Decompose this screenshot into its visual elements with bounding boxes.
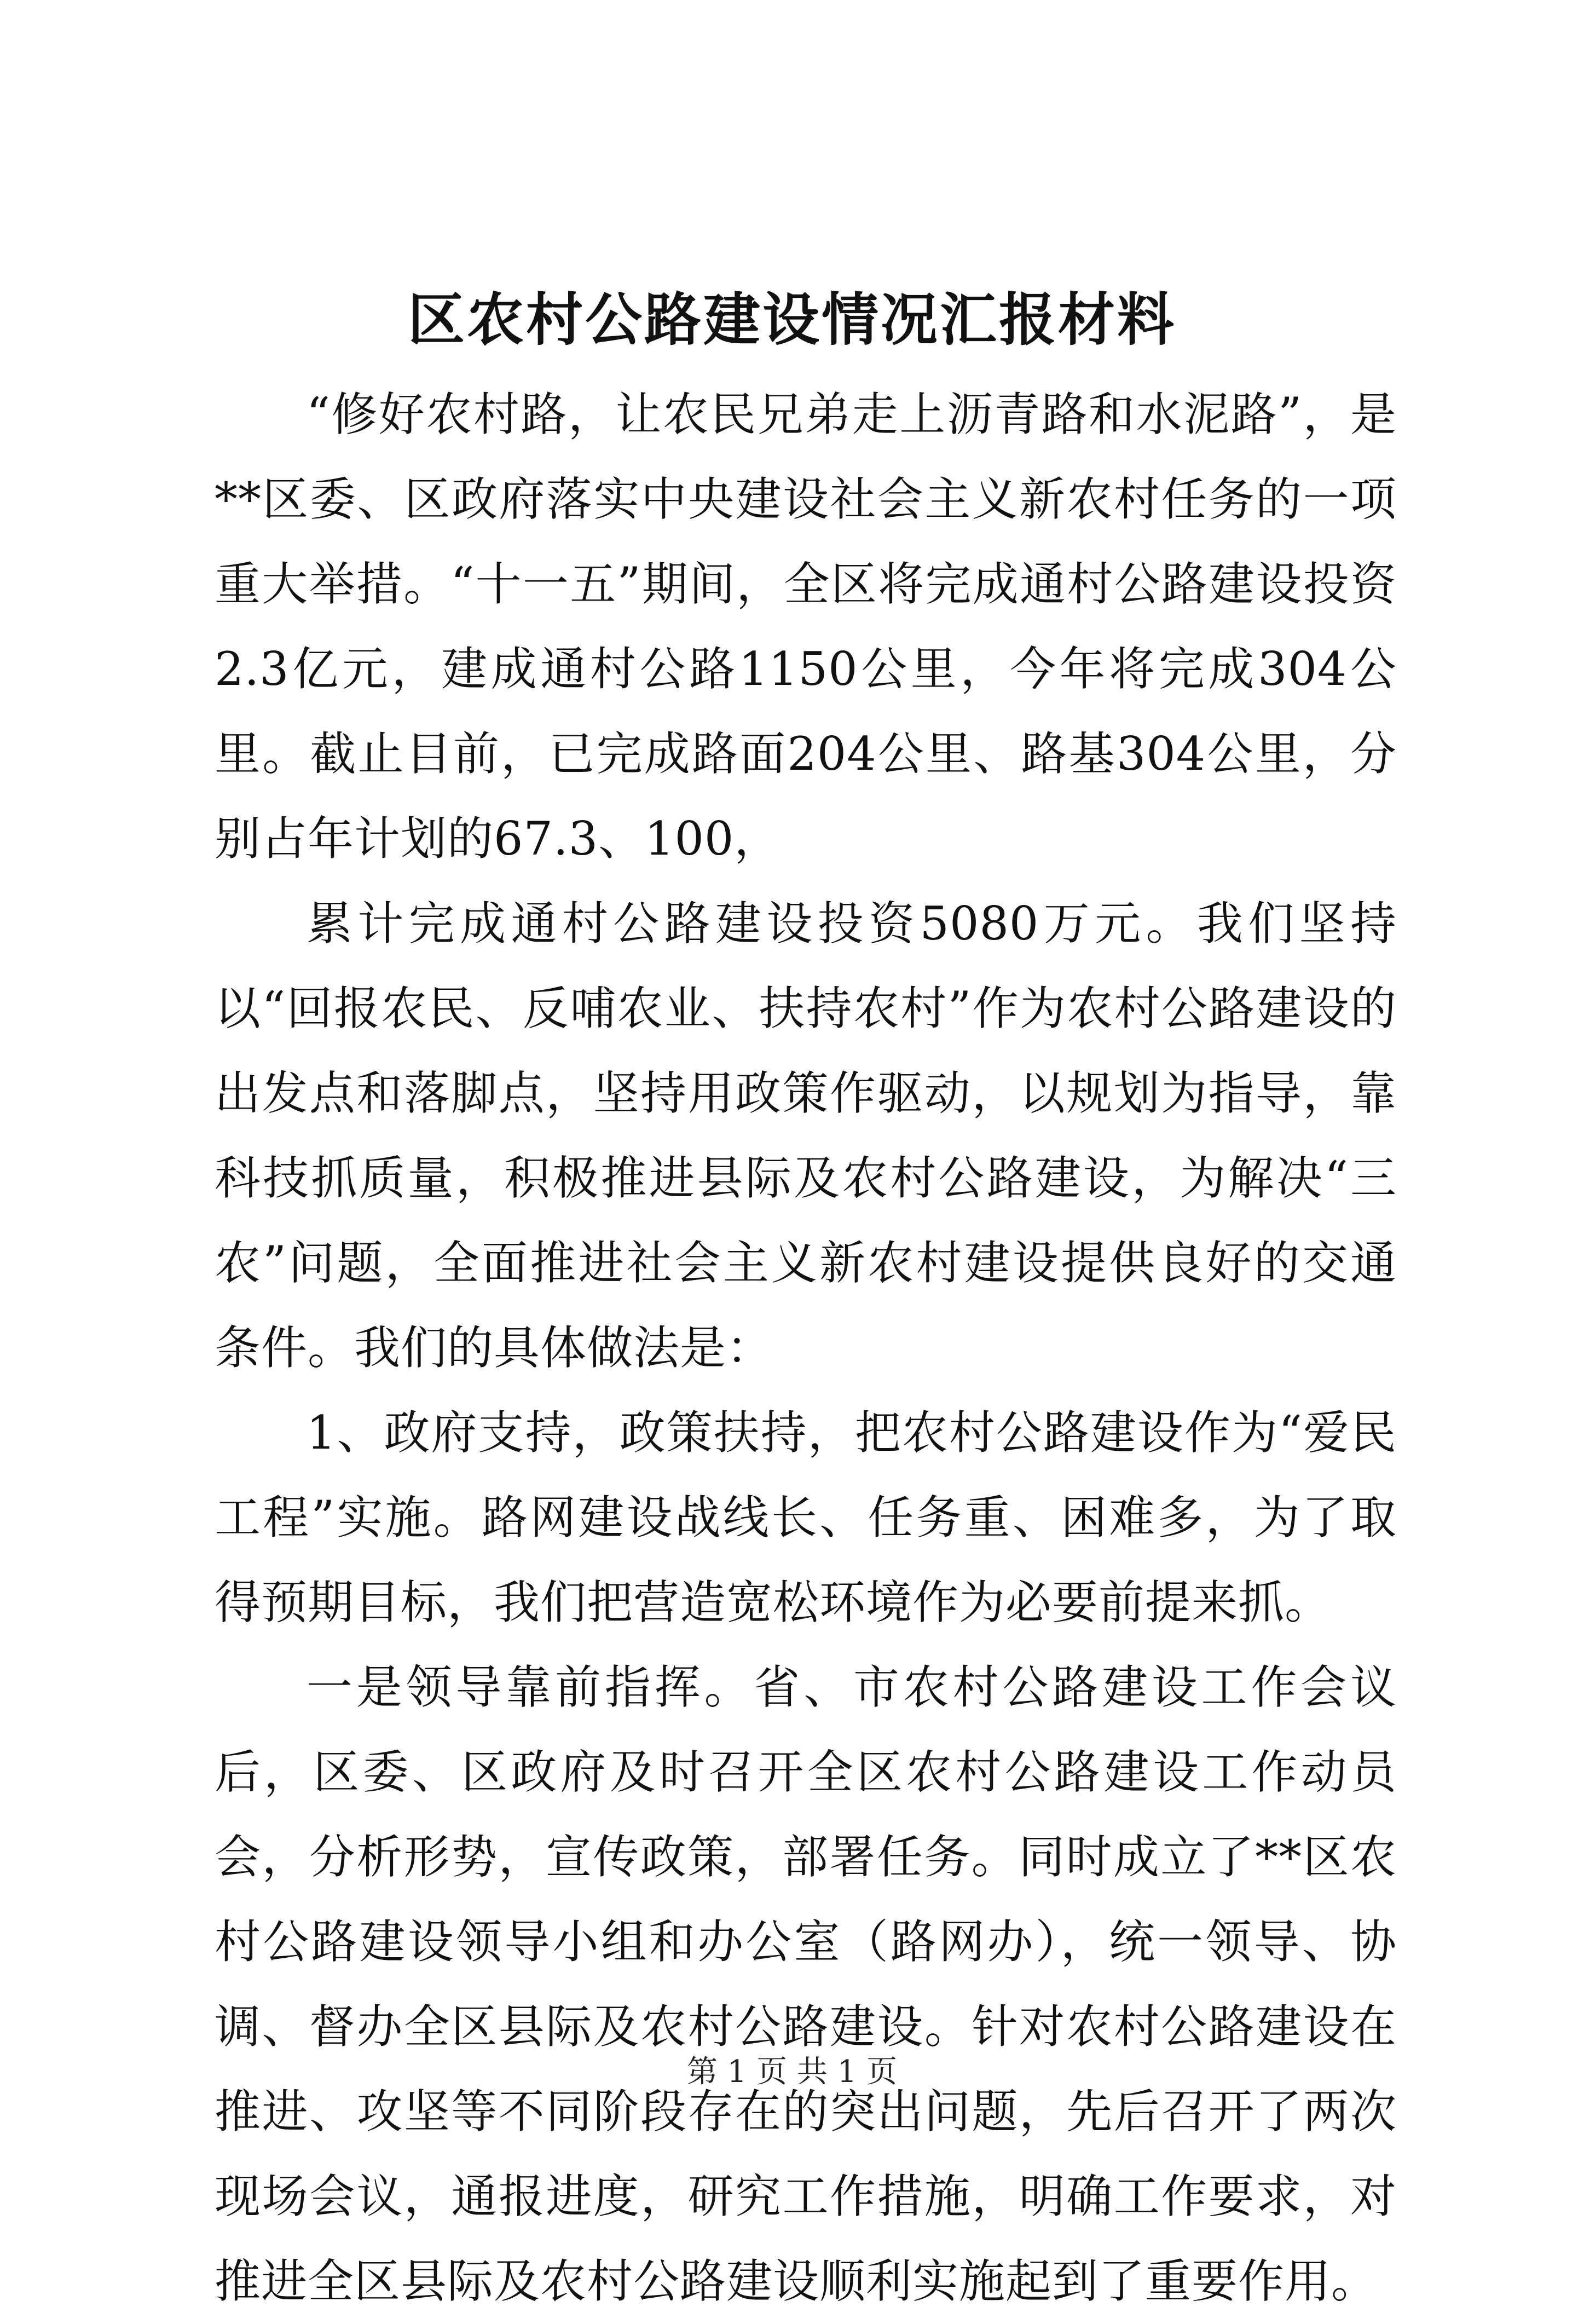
paragraph-1: “修好农村路，让农民兄弟走上沥青路和水泥路”，是**区委、区政府落实中央建设社会主义新农村任务的一项重大举措。“十一五”期间，全区将完成通村公路建设投资2.3亿元，建成通村公路1150公里，今年将完成304公里。截止目前，已完成路面204公里、路基304公里，分别占年计划的67.3、100， (215, 388, 1397, 866)
document-body (215, 372, 1397, 2324)
paragraph-3: 1、政府支持，政策扶持，把农村公路建设作为“爱民工程”实施。路网建设战线长、任务重、困难多，为了取得预期目标，我们把营造宽松环境作为必要前提来抓。 (215, 1406, 1397, 1629)
page-footer: 第 1 页 共 1 页 (686, 2054, 898, 2090)
paragraph-2: 累计完成通村公路建设投资5080万元。我们坚持以“回报农民、反哺农业、扶持农村”作为农村公路建设的出发点和落脚点，坚持用政策作驱动，以规划为指导，靠科技抓质量，积极推进县际及农村公路建设，为解决“三农”问题，全面推进社会主义新农村建设提供良好的交通条件。我们的具体做法是： (215, 897, 1397, 1375)
document-title: 区农村公路建设情况汇报材料 (407, 286, 1176, 353)
paragraph-4: 一是领导靠前指挥。省、市农村公路建设工作会议后，区委、区政府及时召开全区农村公路建设工作动员会，分析形势，宣传政策，部署任务。同时成立了**区农村公路建设领导小组和办公室（路网办），统一领导、协调、督办全区县际及农村公路建设。针对农村公路建设在推进、攻坚等不同阶段存在的突出问题，先后召开了两次现场会议，通报进度，研究工作措施，明确工作要求，对推进全区县际及农村公路建设顺利实施起到了重要作用。 (215, 1660, 1397, 2308)
